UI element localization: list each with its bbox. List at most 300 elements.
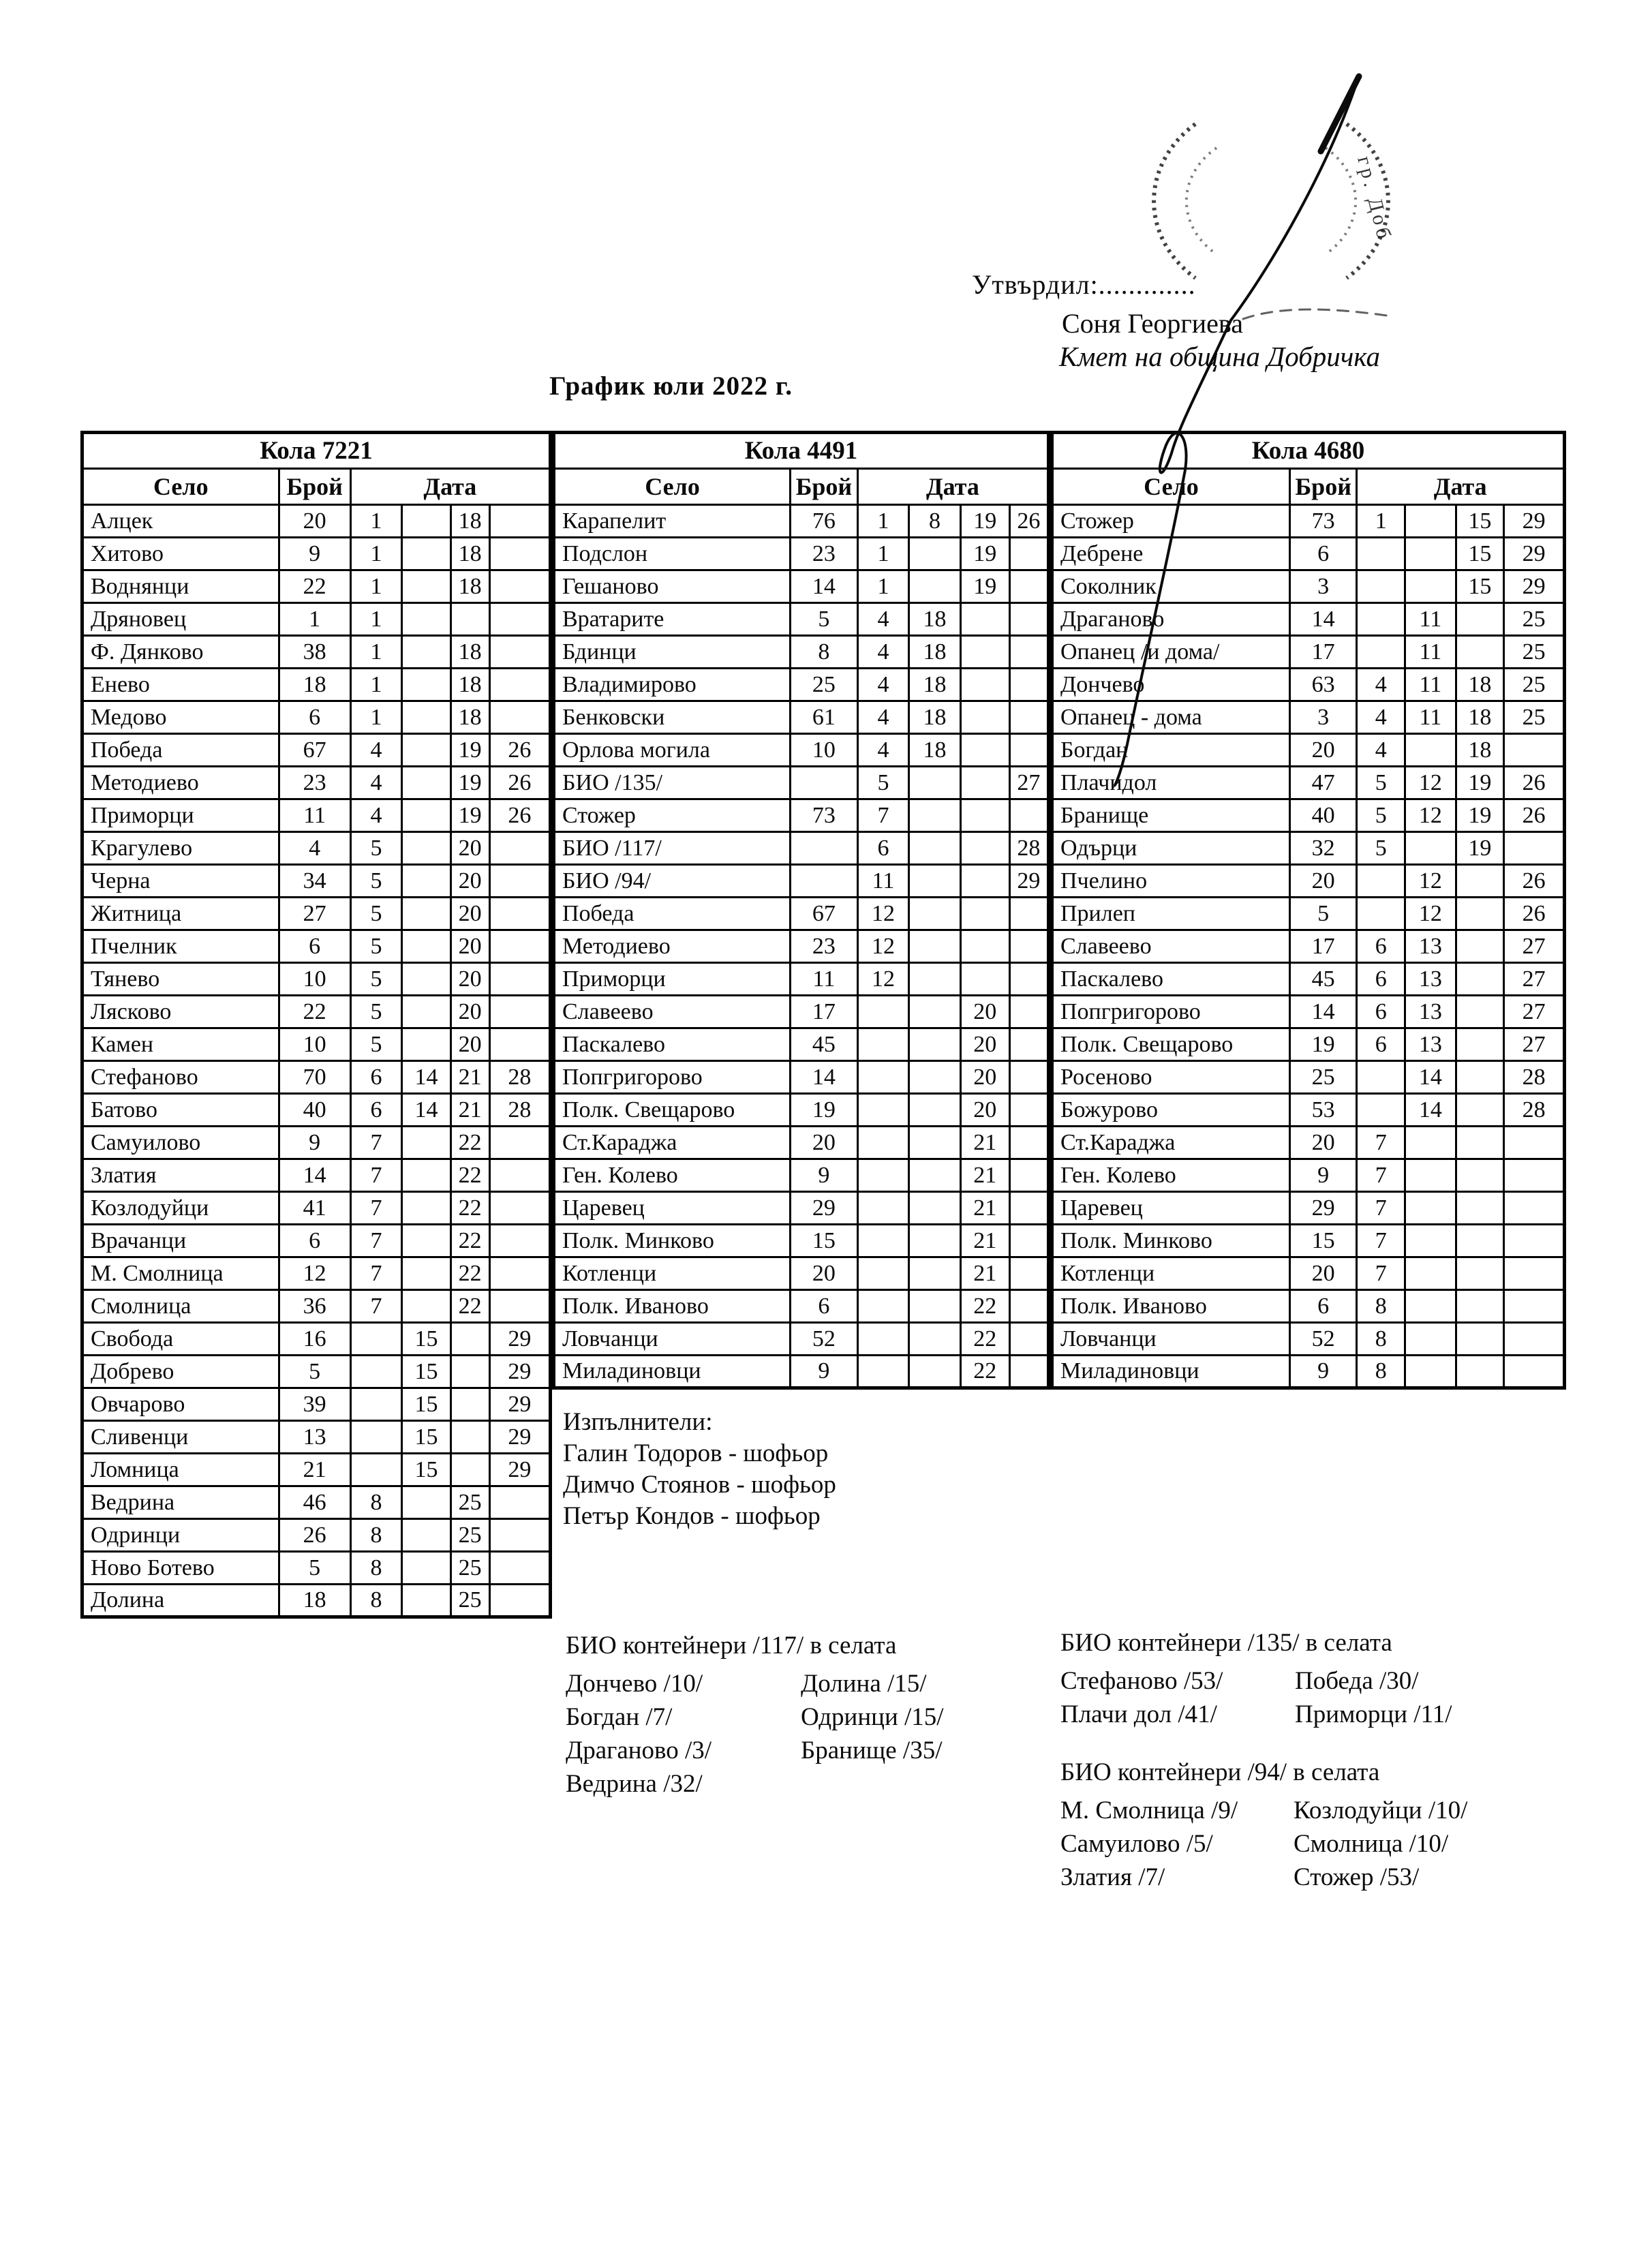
date-cell: 28 <box>1009 832 1048 865</box>
bio-section-135 <box>1060 1626 1452 1731</box>
date-cell <box>1009 1094 1048 1127</box>
village-cell: Врачанци <box>82 1225 279 1257</box>
table-row <box>82 865 551 898</box>
date-cell: 1 <box>350 701 402 734</box>
date-cell: 18 <box>1456 669 1504 701</box>
date-cell <box>1405 1192 1456 1225</box>
date-cell <box>402 1519 450 1552</box>
date-cell <box>1009 701 1048 734</box>
date-cell <box>1405 1225 1456 1257</box>
column-header-date: Дата <box>350 469 550 505</box>
count-cell: 20 <box>1289 1257 1357 1290</box>
date-cell <box>909 1061 961 1094</box>
page-title: График юли 2022 г. <box>549 371 793 401</box>
village-cell: Методиево <box>554 930 791 963</box>
table-row <box>554 799 1049 832</box>
date-cell: 1 <box>857 505 909 538</box>
count-cell: 29 <box>1289 1192 1357 1225</box>
table-row <box>82 1421 551 1454</box>
table-row <box>1052 1094 1565 1127</box>
table-row <box>1052 898 1565 930</box>
date-cell: 1 <box>350 669 402 701</box>
count-cell: 10 <box>791 734 858 767</box>
date-cell <box>1405 1290 1456 1323</box>
schedule-table-car-4680 <box>1050 431 1566 1390</box>
count-cell: 32 <box>1289 832 1357 865</box>
count-cell: 19 <box>1289 1028 1357 1061</box>
date-cell <box>402 734 450 767</box>
village-cell: Приморци <box>82 799 279 832</box>
date-cell: 19 <box>1456 832 1504 865</box>
date-cell <box>402 767 450 799</box>
date-cell: 7 <box>350 1192 402 1225</box>
date-cell <box>1456 996 1504 1028</box>
date-cell: 13 <box>1405 996 1456 1028</box>
date-cell: 8 <box>1357 1290 1405 1323</box>
village-cell: Попгригорово <box>1052 996 1290 1028</box>
count-cell: 5 <box>1289 898 1357 930</box>
date-cell <box>1456 1257 1504 1290</box>
schedule-table-car-7221 <box>80 431 552 1619</box>
schedule-table-car-4491 <box>552 431 1050 1390</box>
table-row <box>82 1552 551 1585</box>
count-cell: 15 <box>791 1225 858 1257</box>
table-row <box>82 701 551 734</box>
date-cell: 26 <box>1504 767 1565 799</box>
date-cell: 18 <box>909 669 961 701</box>
date-cell <box>402 799 450 832</box>
table-row <box>554 1257 1049 1290</box>
date-cell: 22 <box>450 1192 489 1225</box>
executors-list <box>563 1438 836 1532</box>
village-cell: Стожер <box>1052 505 1290 538</box>
table-row <box>1052 1192 1565 1225</box>
count-cell: 10 <box>279 963 350 996</box>
count-cell: 73 <box>791 799 858 832</box>
date-cell <box>960 636 1009 669</box>
date-cell <box>909 1290 961 1323</box>
count-cell: 9 <box>279 1127 350 1159</box>
table-row <box>82 1192 551 1225</box>
count-cell: 5 <box>791 603 858 636</box>
date-cell: 14 <box>402 1094 450 1127</box>
date-cell <box>1456 636 1504 669</box>
date-cell <box>402 1225 450 1257</box>
count-cell: 16 <box>279 1323 350 1356</box>
date-cell: 14 <box>1405 1094 1456 1127</box>
bio-column <box>1294 1794 1467 1894</box>
date-cell: 15 <box>1456 570 1504 603</box>
village-cell: Крагулево <box>82 832 279 865</box>
bio-heading: БИО контейнери /117/ в селата <box>566 1632 897 1660</box>
date-cell: 25 <box>450 1519 489 1552</box>
count-cell: 25 <box>791 669 858 701</box>
date-cell: 18 <box>1456 734 1504 767</box>
date-cell: 15 <box>1456 538 1504 570</box>
date-cell: 12 <box>857 898 909 930</box>
date-cell <box>489 832 550 865</box>
date-cell <box>1009 1028 1048 1061</box>
date-cell <box>489 636 550 669</box>
date-cell <box>909 1127 961 1159</box>
village-cell: Медово <box>82 701 279 734</box>
date-cell: 8 <box>1357 1323 1405 1356</box>
bio-column <box>801 1667 944 1801</box>
date-cell <box>402 996 450 1028</box>
date-cell <box>857 1323 909 1356</box>
date-cell <box>1009 669 1048 701</box>
list-item: Петър Кондов - шофьор <box>563 1502 821 1530</box>
date-cell <box>1357 865 1405 898</box>
date-cell: 4 <box>1357 669 1405 701</box>
list-item: Козлодуйци /10/ <box>1294 1797 1468 1824</box>
count-cell: 3 <box>1289 570 1357 603</box>
date-cell: 12 <box>857 930 909 963</box>
date-cell <box>402 669 450 701</box>
date-cell <box>489 1257 550 1290</box>
date-cell: 11 <box>1405 636 1456 669</box>
table-row <box>1052 1257 1565 1290</box>
date-cell: 13 <box>1405 963 1456 996</box>
village-cell: Пчелник <box>82 930 279 963</box>
date-cell <box>489 1159 550 1192</box>
date-cell <box>1405 832 1456 865</box>
date-cell: 15 <box>402 1323 450 1356</box>
date-cell: 1 <box>350 636 402 669</box>
date-cell: 4 <box>350 734 402 767</box>
date-cell <box>1405 505 1456 538</box>
date-cell: 20 <box>450 865 489 898</box>
date-cell: 22 <box>960 1290 1009 1323</box>
date-cell: 27 <box>1504 963 1565 996</box>
date-cell: 8 <box>350 1519 402 1552</box>
date-cell: 18 <box>450 701 489 734</box>
date-cell <box>909 538 961 570</box>
date-cell: 13 <box>1405 930 1456 963</box>
date-cell: 29 <box>1504 538 1565 570</box>
date-cell <box>1456 963 1504 996</box>
village-cell: Плачидол <box>1052 767 1290 799</box>
list-item: Стожер /53/ <box>1294 1863 1420 1891</box>
date-cell <box>857 1290 909 1323</box>
date-cell: 29 <box>489 1323 550 1356</box>
count-cell: 63 <box>1289 669 1357 701</box>
date-cell <box>909 1323 961 1356</box>
date-cell: 21 <box>960 1225 1009 1257</box>
date-cell: 5 <box>350 898 402 930</box>
village-cell: БИО /135/ <box>554 767 791 799</box>
table-row <box>82 1519 551 1552</box>
date-cell: 15 <box>402 1356 450 1388</box>
date-cell: 27 <box>1504 996 1565 1028</box>
date-cell: 20 <box>960 996 1009 1028</box>
table-row <box>1052 865 1565 898</box>
date-cell <box>857 1356 909 1388</box>
village-cell: Соколник <box>1052 570 1290 603</box>
date-cell: 1 <box>350 570 402 603</box>
bio-column <box>566 1667 801 1801</box>
village-cell: Добрево <box>82 1356 279 1388</box>
list-item: Златия /7/ <box>1060 1863 1165 1891</box>
date-cell: 28 <box>1504 1061 1565 1094</box>
date-cell <box>489 1585 550 1617</box>
list-item: Галин Тодоров - шофьор <box>563 1439 829 1467</box>
date-cell <box>1504 1192 1565 1225</box>
date-cell <box>489 996 550 1028</box>
table-row <box>82 930 551 963</box>
count-cell: 41 <box>279 1192 350 1225</box>
date-cell: 8 <box>909 505 961 538</box>
date-cell: 11 <box>857 865 909 898</box>
date-cell: 13 <box>1405 1028 1456 1061</box>
date-cell <box>909 570 961 603</box>
date-cell: 21 <box>450 1061 489 1094</box>
count-cell: 14 <box>791 1061 858 1094</box>
date-cell: 21 <box>960 1192 1009 1225</box>
count-cell: 40 <box>279 1094 350 1127</box>
date-cell <box>489 1127 550 1159</box>
date-cell: 19 <box>450 767 489 799</box>
date-cell <box>909 930 961 963</box>
count-cell: 17 <box>1289 636 1357 669</box>
date-cell: 29 <box>1504 570 1565 603</box>
date-cell <box>1009 570 1048 603</box>
list-item: Самуилово /5/ <box>1060 1830 1213 1858</box>
village-cell: Ст.Караджа <box>1052 1127 1290 1159</box>
date-cell <box>960 930 1009 963</box>
village-cell: Гешаново <box>554 570 791 603</box>
date-cell: 8 <box>1357 1356 1405 1388</box>
village-cell: Свобода <box>82 1323 279 1356</box>
date-cell: 18 <box>1456 701 1504 734</box>
date-cell: 6 <box>1357 996 1405 1028</box>
date-cell <box>1456 1323 1504 1356</box>
count-cell: 73 <box>1289 505 1357 538</box>
date-cell: 18 <box>450 636 489 669</box>
count-cell: 6 <box>279 701 350 734</box>
village-cell: Самуилово <box>82 1127 279 1159</box>
date-cell <box>960 669 1009 701</box>
count-cell: 6 <box>1289 538 1357 570</box>
count-cell: 23 <box>279 767 350 799</box>
table-row <box>82 734 551 767</box>
table-row <box>82 1257 551 1290</box>
date-cell <box>402 1552 450 1585</box>
date-cell: 6 <box>350 1061 402 1094</box>
village-cell: Лясково <box>82 996 279 1028</box>
table-row <box>82 1486 551 1519</box>
date-cell: 7 <box>350 1225 402 1257</box>
bio-column <box>1060 1664 1295 1731</box>
date-cell <box>489 1290 550 1323</box>
village-cell: Бранище <box>1052 799 1290 832</box>
date-cell <box>1009 996 1048 1028</box>
date-cell <box>1405 1127 1456 1159</box>
date-cell <box>402 570 450 603</box>
village-cell: Стефаново <box>82 1061 279 1094</box>
village-cell: Ген. Колево <box>1052 1159 1290 1192</box>
date-cell: 5 <box>350 832 402 865</box>
date-cell: 7 <box>1357 1192 1405 1225</box>
date-cell <box>450 1388 489 1421</box>
date-cell <box>489 865 550 898</box>
count-cell: 53 <box>1289 1094 1357 1127</box>
list-item: Ведрина /32/ <box>566 1770 703 1798</box>
date-cell <box>960 832 1009 865</box>
date-cell <box>402 1257 450 1290</box>
column-header-count: Брой <box>279 469 350 505</box>
table-row <box>1052 996 1565 1028</box>
date-cell <box>402 963 450 996</box>
table-row <box>554 1094 1049 1127</box>
date-cell <box>1504 1159 1565 1192</box>
date-cell: 25 <box>450 1552 489 1585</box>
village-cell: Житница <box>82 898 279 930</box>
date-cell <box>1009 636 1048 669</box>
date-cell: 26 <box>1504 799 1565 832</box>
date-cell: 11 <box>1405 669 1456 701</box>
count-cell: 22 <box>279 570 350 603</box>
date-cell: 4 <box>350 799 402 832</box>
count-cell: 8 <box>791 636 858 669</box>
date-cell <box>350 1388 402 1421</box>
table-row <box>1052 603 1565 636</box>
date-cell <box>1405 1159 1456 1192</box>
car-header: Кола 7221 <box>82 433 551 469</box>
village-cell: Смолница <box>82 1290 279 1323</box>
date-cell <box>909 1094 961 1127</box>
village-cell: Славеево <box>554 996 791 1028</box>
date-cell: 18 <box>909 636 961 669</box>
date-cell: 12 <box>1405 799 1456 832</box>
date-cell <box>402 1127 450 1159</box>
count-cell: 17 <box>1289 930 1357 963</box>
count-cell: 22 <box>279 996 350 1028</box>
date-cell <box>1456 1159 1504 1192</box>
column-header-count: Брой <box>1289 469 1357 505</box>
bio-heading: БИО контейнери /94/ в селата <box>1060 1758 1380 1786</box>
date-cell: 18 <box>450 538 489 570</box>
date-cell: 8 <box>350 1486 402 1519</box>
village-cell: Миладиновци <box>1052 1356 1290 1388</box>
date-cell: 27 <box>1504 1028 1565 1061</box>
date-cell <box>909 996 961 1028</box>
date-cell <box>1456 603 1504 636</box>
table-row <box>554 1192 1049 1225</box>
date-cell: 22 <box>960 1323 1009 1356</box>
date-cell: 20 <box>450 832 489 865</box>
village-cell: Хитово <box>82 538 279 570</box>
count-cell: 18 <box>279 669 350 701</box>
date-cell: 1 <box>350 505 402 538</box>
date-cell <box>909 1028 961 1061</box>
count-cell: 10 <box>279 1028 350 1061</box>
table-row <box>82 1454 551 1486</box>
date-cell <box>1456 1290 1504 1323</box>
table-row <box>82 832 551 865</box>
village-cell: Попгригорово <box>554 1061 791 1094</box>
date-cell <box>402 603 450 636</box>
approval-label: Утвърдил:............. <box>972 269 1196 300</box>
village-cell: Миладиновци <box>554 1356 791 1388</box>
date-cell: 1 <box>857 538 909 570</box>
count-cell: 14 <box>1289 996 1357 1028</box>
date-cell: 7 <box>1357 1225 1405 1257</box>
date-cell: 21 <box>960 1159 1009 1192</box>
village-cell: Победа <box>554 898 791 930</box>
date-cell: 11 <box>1405 701 1456 734</box>
count-cell: 14 <box>279 1159 350 1192</box>
date-cell <box>1456 1356 1504 1388</box>
count-cell: 9 <box>1289 1159 1357 1192</box>
date-cell <box>402 1028 450 1061</box>
date-cell: 12 <box>1405 898 1456 930</box>
date-cell <box>489 505 550 538</box>
date-cell <box>857 1061 909 1094</box>
count-cell: 39 <box>279 1388 350 1421</box>
count-cell: 17 <box>791 996 858 1028</box>
village-cell: Паскалево <box>554 1028 791 1061</box>
date-cell <box>1009 1356 1048 1388</box>
count-cell: 36 <box>279 1290 350 1323</box>
village-cell: Приморци <box>554 963 791 996</box>
list-item: Одринци /15/ <box>801 1703 944 1731</box>
table-row <box>82 963 551 996</box>
count-cell: 9 <box>791 1356 858 1388</box>
date-cell: 27 <box>1504 930 1565 963</box>
date-cell <box>1456 1061 1504 1094</box>
village-cell: Тянево <box>82 963 279 996</box>
date-cell: 15 <box>402 1421 450 1454</box>
date-cell: 22 <box>450 1225 489 1257</box>
date-cell <box>489 1225 550 1257</box>
bio-heading: БИО контейнери /135/ в селата <box>1060 1629 1392 1657</box>
list-item: Димчо Стоянов - шофьор <box>563 1471 836 1499</box>
date-cell <box>909 963 961 996</box>
date-cell: 25 <box>1504 636 1565 669</box>
count-cell: 1 <box>279 603 350 636</box>
table-row <box>554 930 1049 963</box>
date-cell: 15 <box>402 1388 450 1421</box>
count-cell: 29 <box>791 1192 858 1225</box>
date-cell <box>1405 1356 1456 1388</box>
date-cell: 1 <box>350 538 402 570</box>
date-cell <box>350 1323 402 1356</box>
date-cell <box>857 1094 909 1127</box>
date-cell: 4 <box>350 767 402 799</box>
date-cell <box>1357 1094 1405 1127</box>
date-cell: 20 <box>960 1061 1009 1094</box>
village-cell: Росеново <box>1052 1061 1290 1094</box>
date-cell <box>450 603 489 636</box>
bio-section-94 <box>1060 1756 1467 1894</box>
table-row <box>1052 636 1565 669</box>
table-row <box>554 669 1049 701</box>
date-cell: 7 <box>350 1290 402 1323</box>
date-cell: 21 <box>450 1094 489 1127</box>
count-cell: 6 <box>791 1290 858 1323</box>
date-cell: 26 <box>1009 505 1048 538</box>
table-row <box>82 1225 551 1257</box>
bio-column <box>1295 1664 1452 1731</box>
column-header-village: Село <box>82 469 279 505</box>
date-cell <box>1009 963 1048 996</box>
date-cell: 26 <box>489 767 550 799</box>
date-cell: 6 <box>1357 963 1405 996</box>
village-cell: Паскалево <box>1052 963 1290 996</box>
table-row <box>554 898 1049 930</box>
date-cell <box>489 1486 550 1519</box>
